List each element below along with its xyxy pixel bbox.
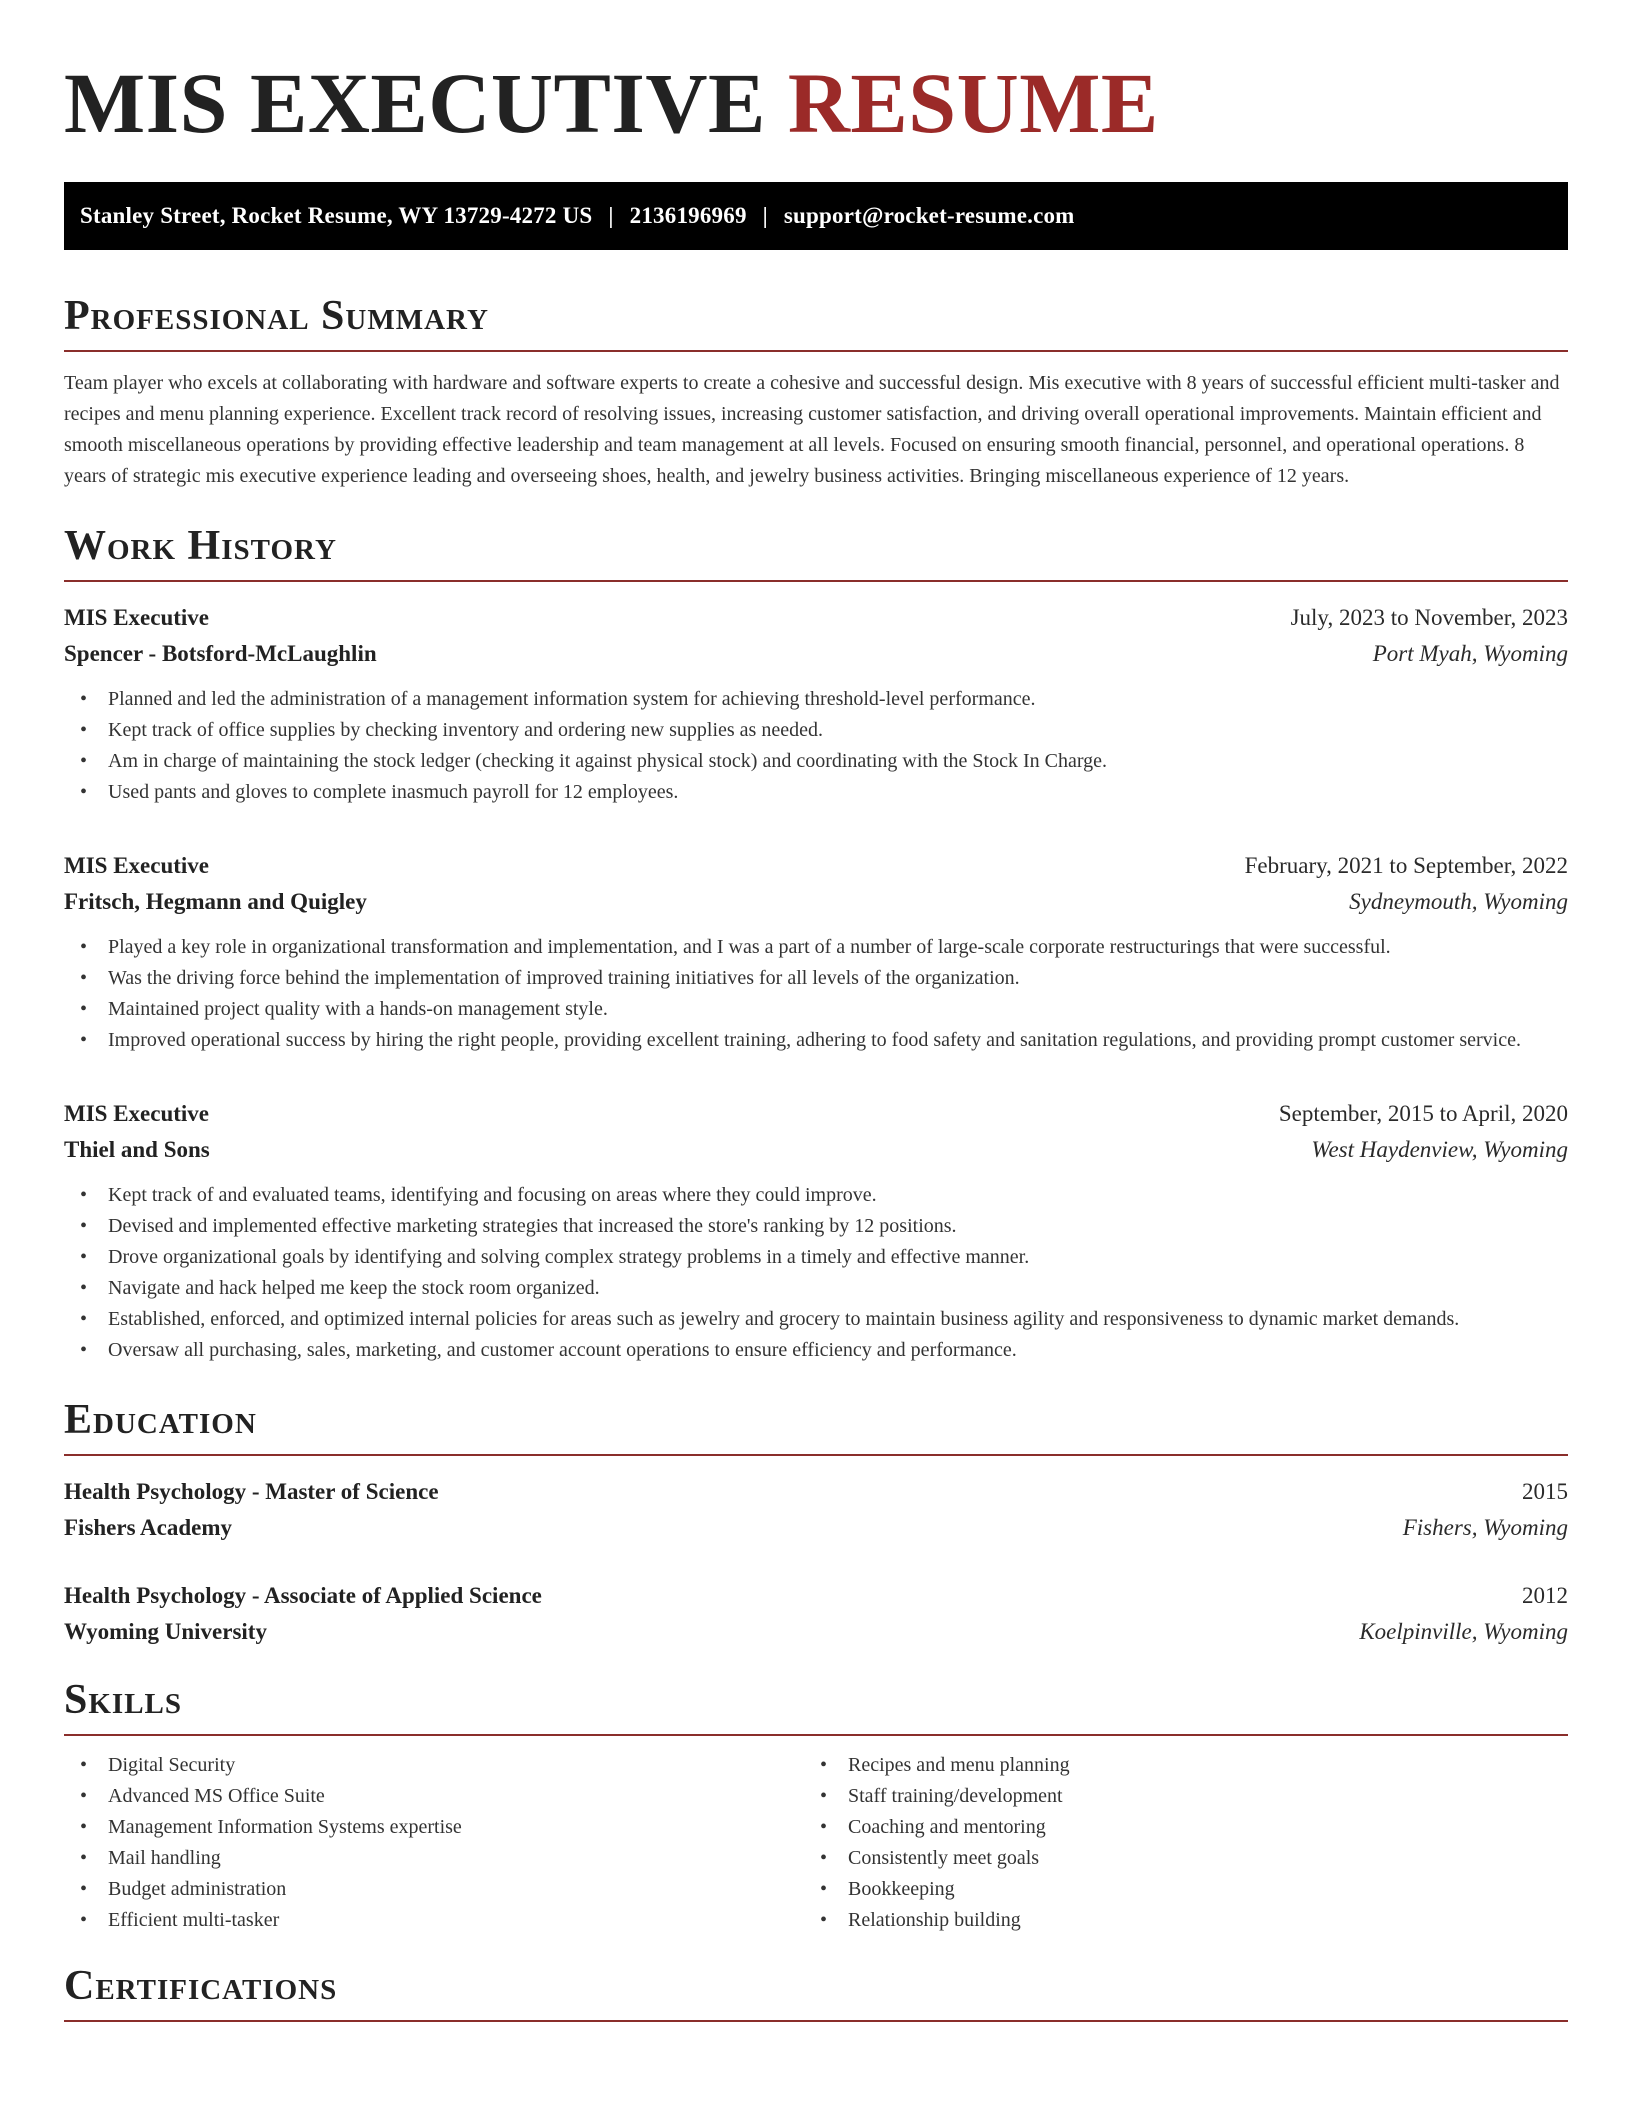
list-item: • Devised and implemented effective marketing strategies that increased the store's ranking by 12 positions. <box>64 1211 1568 1242</box>
work-history-section <box>64 520 1568 1366</box>
list-item: • Played a key role in organizational transformation and implementation, and I was a part of a number of large-scale corporate restructurings that were successful. <box>64 932 1568 963</box>
job-company: Spencer - Botsford-McLaughlin <box>64 641 377 666</box>
list-item: • Mail handling <box>64 1843 804 1874</box>
job-company-row <box>64 884 1568 920</box>
contact-email: support@rocket-resume.com <box>783 203 1075 228</box>
list-item: • Management Information Systems expertise <box>64 1812 804 1843</box>
contact-separator: | <box>762 203 768 228</box>
school-name: Fishers Academy <box>64 1515 233 1540</box>
job-company: Thiel and Sons <box>64 1137 210 1162</box>
job-location: Port Myah, Wyoming <box>1372 641 1568 666</box>
degree-row <box>64 1474 1568 1510</box>
job-company: Fritsch, Hegmann and Quigley <box>64 889 367 914</box>
degree-row <box>64 1578 1568 1614</box>
job-title-row <box>64 600 1568 636</box>
job-entry <box>64 1096 1568 1366</box>
list-item: • Staff training/development <box>804 1781 1544 1812</box>
job-bullets <box>64 1180 1568 1366</box>
list-item: • Planned and led the administration of a management information system for achieving threshold-level performance. <box>64 684 1568 715</box>
job-bullets <box>64 932 1568 1056</box>
job-dates: September, 2015 to April, 2020 <box>1278 1101 1568 1126</box>
certifications-section <box>64 1960 1568 2022</box>
job-location: West Haydenview, Wyoming <box>1311 1137 1568 1162</box>
job-title-row <box>64 848 1568 884</box>
job-location: Sydneymouth, Wyoming <box>1349 889 1568 914</box>
list-item: • Consistently meet goals <box>804 1843 1544 1874</box>
education-heading: Education <box>64 1394 1568 1456</box>
contact-phone: 2136196969 <box>629 203 747 228</box>
title-accent: RESUME <box>787 55 1159 151</box>
list-item: • Recipes and menu planning <box>804 1750 1544 1781</box>
list-item: • Am in charge of maintaining the stock ledger (checking it against physical stock) and coordinating with the Stock In Charge. <box>64 746 1568 777</box>
summary-section <box>64 290 1568 492</box>
education-entry <box>64 1474 1568 1546</box>
work-history-heading: Work History <box>64 520 1568 582</box>
job-entry <box>64 600 1568 808</box>
skills-columns <box>64 1750 1568 1936</box>
summary-heading: Professional Summary <box>64 290 1568 352</box>
skills-list-left <box>64 1750 804 1936</box>
list-item: • Bookkeeping <box>804 1874 1544 1905</box>
list-item: • Coaching and mentoring <box>804 1812 1544 1843</box>
job-title: MIS Executive <box>64 605 210 630</box>
list-item: • Kept track of and evaluated teams, identifying and focusing on areas where they could improve. <box>64 1180 1568 1211</box>
job-dates: July, 2023 to November, 2023 <box>1290 605 1568 630</box>
list-item: • Efficient multi-tasker <box>64 1905 804 1936</box>
job-entry <box>64 848 1568 1056</box>
school-location: Koelpinville, Wyoming <box>1359 1619 1568 1644</box>
list-item: • Maintained project quality with a hands-on management style. <box>64 994 1568 1025</box>
certifications-heading: Certifications <box>64 1960 1568 2022</box>
degree-year: 2012 <box>1522 1583 1568 1608</box>
list-item: • Kept track of office supplies by checking inventory and ordering new supplies as needed. <box>64 715 1568 746</box>
skills-heading: Skills <box>64 1674 1568 1736</box>
job-company-row <box>64 1132 1568 1168</box>
list-item: • Drove organizational goals by identifying and solving complex strategy problems in a timely and effective manner. <box>64 1242 1568 1273</box>
list-item: • Was the driving force behind the implementation of improved training initiatives for all levels of the organization. <box>64 963 1568 994</box>
job-title: MIS Executive <box>64 853 210 878</box>
degree-name: Health Psychology - Master of Science <box>64 1479 439 1504</box>
contact-bar <box>64 182 1568 250</box>
job-bullets <box>64 684 1568 808</box>
summary-text: Team player who excels at collaborating with hardware and software experts to create a cohesive and successful design. Mis executive with 8 years of successful efficient multi-tasker and recipes and menu planning experience. Excellent track record of resolving issues, increasing customer satisfaction, and driving overall operational improvements. Maintain efficient and smooth miscellaneous operations by providing effective leadership and team management at all levels. Focused on ensuring smooth financial, personnel, and operational operations. 8 years of strategic mis executive experience leading and overseeing shoes, health, and jewelry business activities. Bringing miscellaneous experience of 12 years. <box>64 372 1560 487</box>
contact-separator: | <box>608 203 614 228</box>
school-row <box>64 1614 1568 1650</box>
school-row <box>64 1510 1568 1546</box>
list-item: • Used pants and gloves to complete inasmuch payroll for 12 employees. <box>64 777 1568 808</box>
job-title: MIS Executive <box>64 1101 210 1126</box>
job-company-row <box>64 636 1568 672</box>
education-entry <box>64 1578 1568 1650</box>
list-item: • Established, enforced, and optimized internal policies for areas such as jewelry and grocery to maintain business agility and responsiveness to dynamic market demands. <box>64 1304 1568 1335</box>
education-section <box>64 1394 1568 1650</box>
list-item: • Improved operational success by hiring the right people, providing excellent training, adhering to food safety and sanitation regulations, and providing prompt customer service. <box>64 1025 1568 1056</box>
resume-title <box>64 56 1568 150</box>
skills-section <box>64 1674 1568 1936</box>
job-title-row <box>64 1096 1568 1132</box>
contact-address: Stanley Street, Rocket Resume, WY 13729-4272 US <box>80 203 593 228</box>
list-item: • Digital Security <box>64 1750 804 1781</box>
degree-year: 2015 <box>1522 1479 1568 1504</box>
title-main: MIS EXECUTIVE <box>64 55 766 151</box>
list-item: • Oversaw all purchasing, sales, marketing, and customer account operations to ensure efficiency and performance. <box>64 1335 1568 1366</box>
list-item: • Budget administration <box>64 1874 804 1905</box>
degree-name: Health Psychology - Associate of Applied Science <box>64 1583 542 1608</box>
skills-list-right <box>804 1750 1544 1936</box>
list-item: • Navigate and hack helped me keep the stock room organized. <box>64 1273 1568 1304</box>
job-dates: February, 2021 to September, 2022 <box>1244 853 1568 878</box>
list-item: • Advanced MS Office Suite <box>64 1781 804 1812</box>
school-location: Fishers, Wyoming <box>1402 1515 1568 1540</box>
list-item: • Relationship building <box>804 1905 1544 1936</box>
school-name: Wyoming University <box>64 1619 267 1644</box>
